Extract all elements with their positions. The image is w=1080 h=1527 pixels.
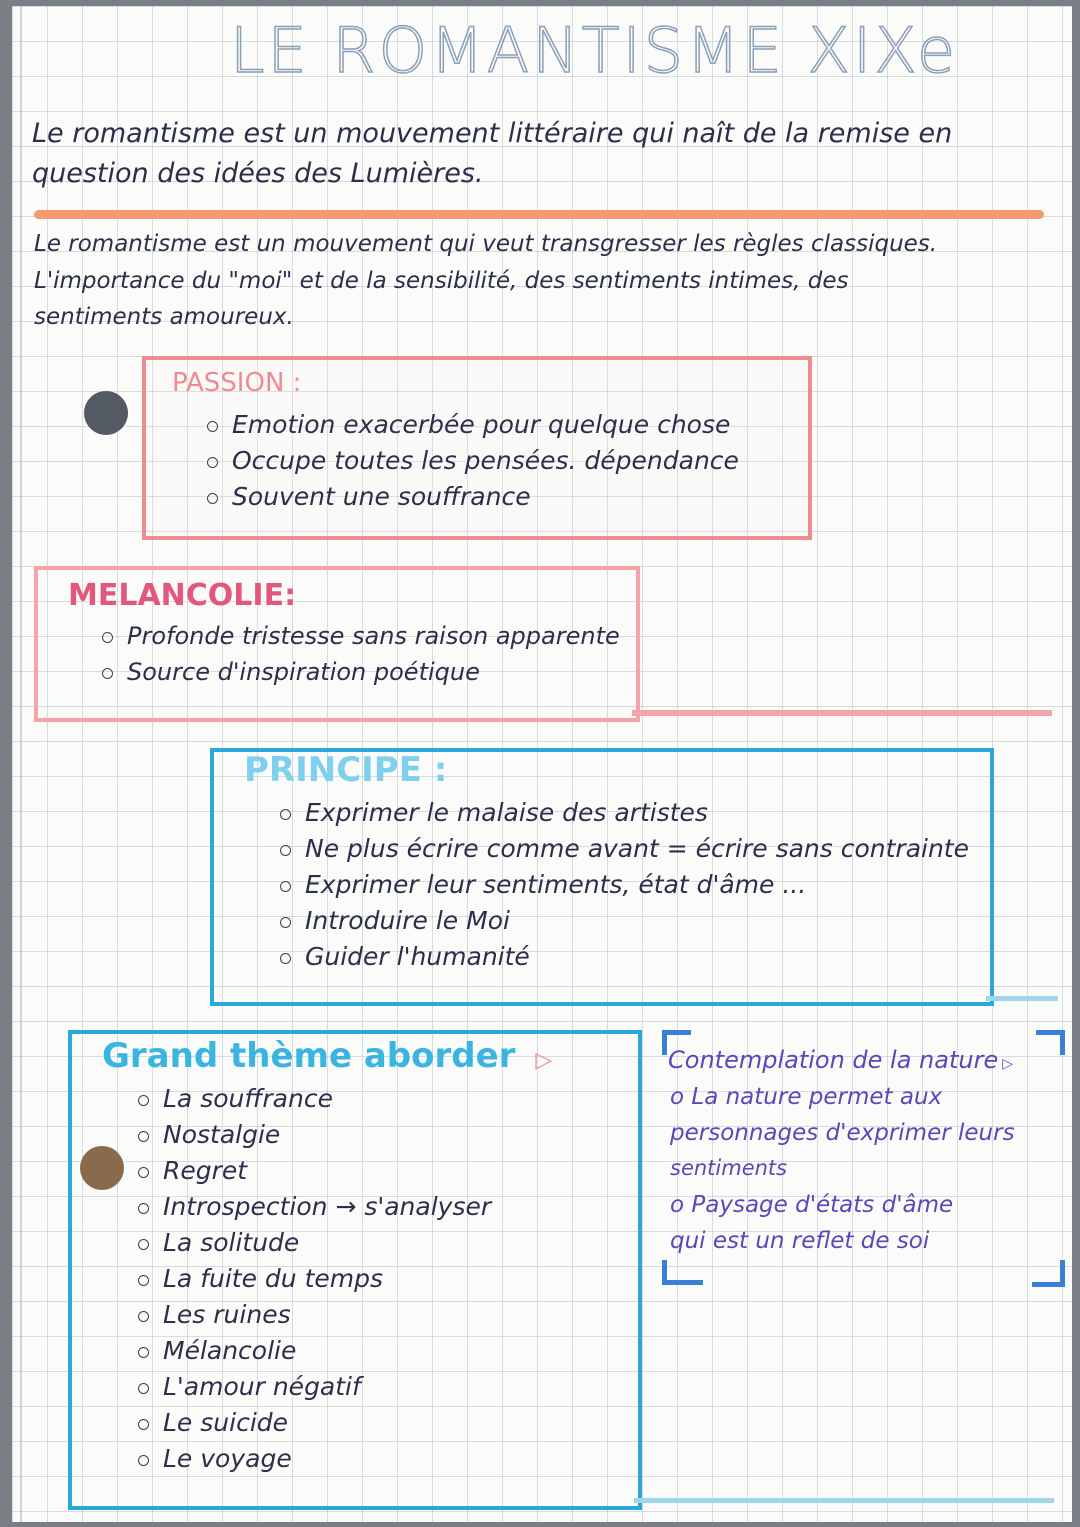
nature-line-3: sentiments [670, 1156, 788, 1180]
nature-bracket-bottom-left [662, 1260, 703, 1285]
themes-heading [102, 1036, 552, 1076]
bullet-icon [102, 632, 113, 643]
bullet-icon [280, 881, 291, 892]
nature-line-1: o La nature permet aux [670, 1084, 943, 1110]
principe-heading: PRINCIPE : [244, 750, 448, 790]
page-title: LE ROMANTISME XIXe [230, 14, 959, 87]
bullet-icon [207, 421, 218, 432]
theme-item-text: La fuite du temps [163, 1264, 384, 1293]
theme-item-text: La souffrance [163, 1084, 333, 1113]
theme-item-text: Nostalgie [163, 1120, 281, 1149]
arrow-right-icon: ▷ [1002, 1056, 1014, 1072]
melancolie-item [102, 622, 620, 650]
theme-item [138, 1336, 296, 1365]
theme-item [138, 1156, 247, 1185]
nature-bracket-bottom-right [1032, 1260, 1065, 1287]
bullet-icon [280, 917, 291, 928]
principe-item [280, 870, 806, 899]
paragraph-line-1: Le romantisme est un mouvement qui veut transgresser les règles classiques. [34, 231, 938, 257]
bullet-icon [138, 1311, 149, 1322]
principe-item [280, 942, 530, 971]
intro-line-2: question des idées des Lumières. [32, 158, 484, 189]
bullet-icon [138, 1455, 149, 1466]
nature-line-4: o Paysage d'états d'âme [670, 1192, 954, 1218]
nature-line-5: qui est un reflet de soi [670, 1228, 930, 1254]
theme-item-text: Le suicide [163, 1408, 289, 1437]
melancolie-item-text: Source d'inspiration poétique [127, 658, 480, 686]
passion-heading: PASSION : [172, 368, 302, 398]
paragraph-line-2: L'importance du "moi" et de la sensibilité, des sentiments intimes, des [34, 268, 849, 294]
bullet-icon [138, 1095, 149, 1106]
theme-item-text: Introspection → s'analyser [163, 1192, 492, 1221]
theme-item-text: Mélancolie [163, 1336, 297, 1365]
principe-item [280, 798, 708, 827]
bullet-icon [207, 493, 218, 504]
theme-item [138, 1408, 288, 1437]
passion-item-text: Emotion exacerbée pour quelque chose [232, 410, 731, 439]
theme-item [138, 1228, 299, 1257]
theme-item-text: L'amour négatif [163, 1372, 361, 1401]
theme-item-text: La solitude [163, 1228, 300, 1257]
principe-underline [986, 996, 1058, 1001]
theme-item [138, 1444, 292, 1473]
principe-item-text: Exprimer leur sentiments, état d'âme ... [305, 870, 807, 899]
melancolie-underline [632, 710, 1052, 716]
principe-item-text: Introduire le Moi [305, 906, 510, 935]
notebook-page [12, 6, 1072, 1522]
principe-item [280, 834, 969, 863]
bullet-icon [138, 1167, 149, 1178]
passion-item [207, 410, 730, 439]
bullet-icon [280, 809, 291, 820]
paragraph-line-3: sentiments amoureux. [34, 304, 294, 330]
theme-item [138, 1120, 280, 1149]
theme-item-text: Regret [163, 1156, 248, 1185]
nature-bracket-top-right [1036, 1030, 1065, 1055]
orange-divider [34, 210, 1044, 219]
bullet-icon [138, 1275, 149, 1286]
bullet-icon [138, 1419, 149, 1430]
theme-item [138, 1084, 333, 1113]
theme-item [138, 1264, 383, 1293]
intro-line-1: Le romantisme est un mouvement littéraire qui naît de la remise en [32, 118, 953, 149]
themes-heading-text: Grand thème aborder [102, 1036, 516, 1076]
theme-item-text: Le voyage [163, 1444, 292, 1473]
nature-heading [668, 1046, 1013, 1074]
bullet-icon [138, 1239, 149, 1250]
passion-item [207, 446, 739, 475]
principe-item-text: Exprimer le malaise des artistes [305, 798, 708, 827]
passion-item-text: Occupe toutes les pensées. dépendance [232, 446, 739, 475]
melancolie-heading: MELANCOLIE: [68, 578, 297, 613]
principe-item-text: Guider l'humanité [305, 942, 530, 971]
bullet-icon [102, 668, 113, 679]
punch-hole-top [84, 391, 128, 435]
passion-item [207, 482, 531, 511]
theme-item-text: Les ruines [163, 1300, 291, 1329]
principe-item-text: Ne plus écrire comme avant = écrire sans contrainte [305, 834, 969, 863]
principe-item [280, 906, 510, 935]
bullet-icon [138, 1131, 149, 1142]
bullet-icon [138, 1383, 149, 1394]
theme-item [138, 1192, 491, 1221]
bullet-icon [138, 1347, 149, 1358]
arrow-right-icon: ▷ [535, 1048, 553, 1073]
bullet-icon [138, 1203, 149, 1214]
passion-item-text: Souvent une souffrance [232, 482, 531, 511]
nature-line-2: personnages d'exprimer leurs [670, 1120, 1015, 1146]
bullet-icon [207, 457, 218, 468]
nature-heading-text: Contemplation de la nature [668, 1046, 999, 1074]
themes-underline [634, 1498, 1054, 1503]
melancolie-item [102, 658, 480, 686]
theme-item [138, 1372, 361, 1401]
bullet-icon [280, 953, 291, 964]
bullet-icon [280, 845, 291, 856]
theme-item [138, 1300, 291, 1329]
margin-line [20, 6, 22, 1522]
melancolie-item-text: Profonde tristesse sans raison apparente [127, 622, 620, 650]
